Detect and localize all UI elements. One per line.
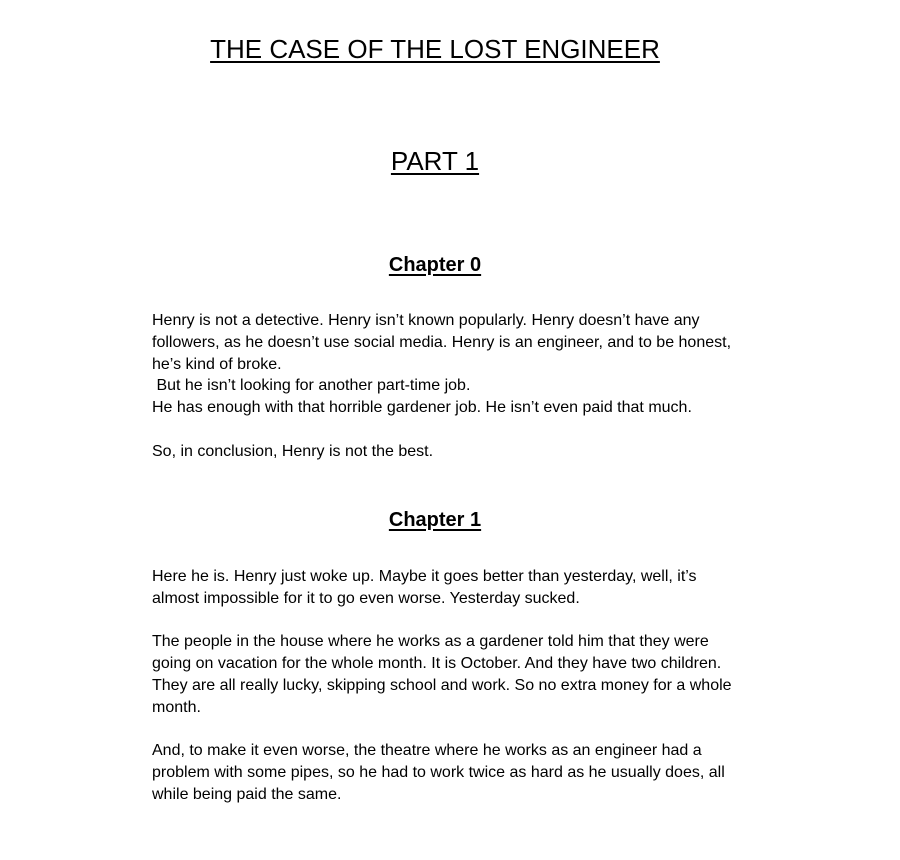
paragraph: He has enough with that horrible gardener job. He isn’t even paid that much. [152, 399, 692, 417]
paragraph-gap [152, 610, 732, 632]
paragraph-gap [152, 719, 732, 741]
paragraph: Henry is not a detective. Henry isn’t known popularly. Henry doesn’t have any followers, as he doesn’t use social media. Henry is an engineer, and to be honest, he’s kind of broke. [152, 312, 732, 373]
paragraph: But he isn’t looking for another part-time job. [152, 377, 471, 395]
paragraph: Here he is. Henry just woke up. Maybe it goes better than yesterday, well, it’s almost impossible for it to go even worse. Yesterday sucked. [152, 568, 697, 607]
chapter-body [152, 566, 732, 806]
paragraph: The people in the house where he works as a gardener told him that they were going on vacation for the whole month. It is October. And they have two children. They are all really lucky, skipping school and work. So no extra money for a whole month. [152, 633, 732, 716]
paragraph-gap [152, 419, 732, 441]
part-title: PART 1 [390, 146, 480, 176]
chapter-heading: Chapter 1 [388, 509, 482, 531]
paragraph: And, to make it even worse, the theatre where he works as an engineer had a problem with some pipes, so he had to work twice as hard as he usually does, all while being paid the same. [152, 742, 725, 803]
chapter-heading: Chapter 0 [388, 254, 482, 276]
chapter-body [152, 310, 732, 463]
paragraph: So, in conclusion, Henry is not the best. [152, 442, 434, 460]
document-title: THE CASE OF THE LOST ENGINEER [210, 34, 660, 64]
